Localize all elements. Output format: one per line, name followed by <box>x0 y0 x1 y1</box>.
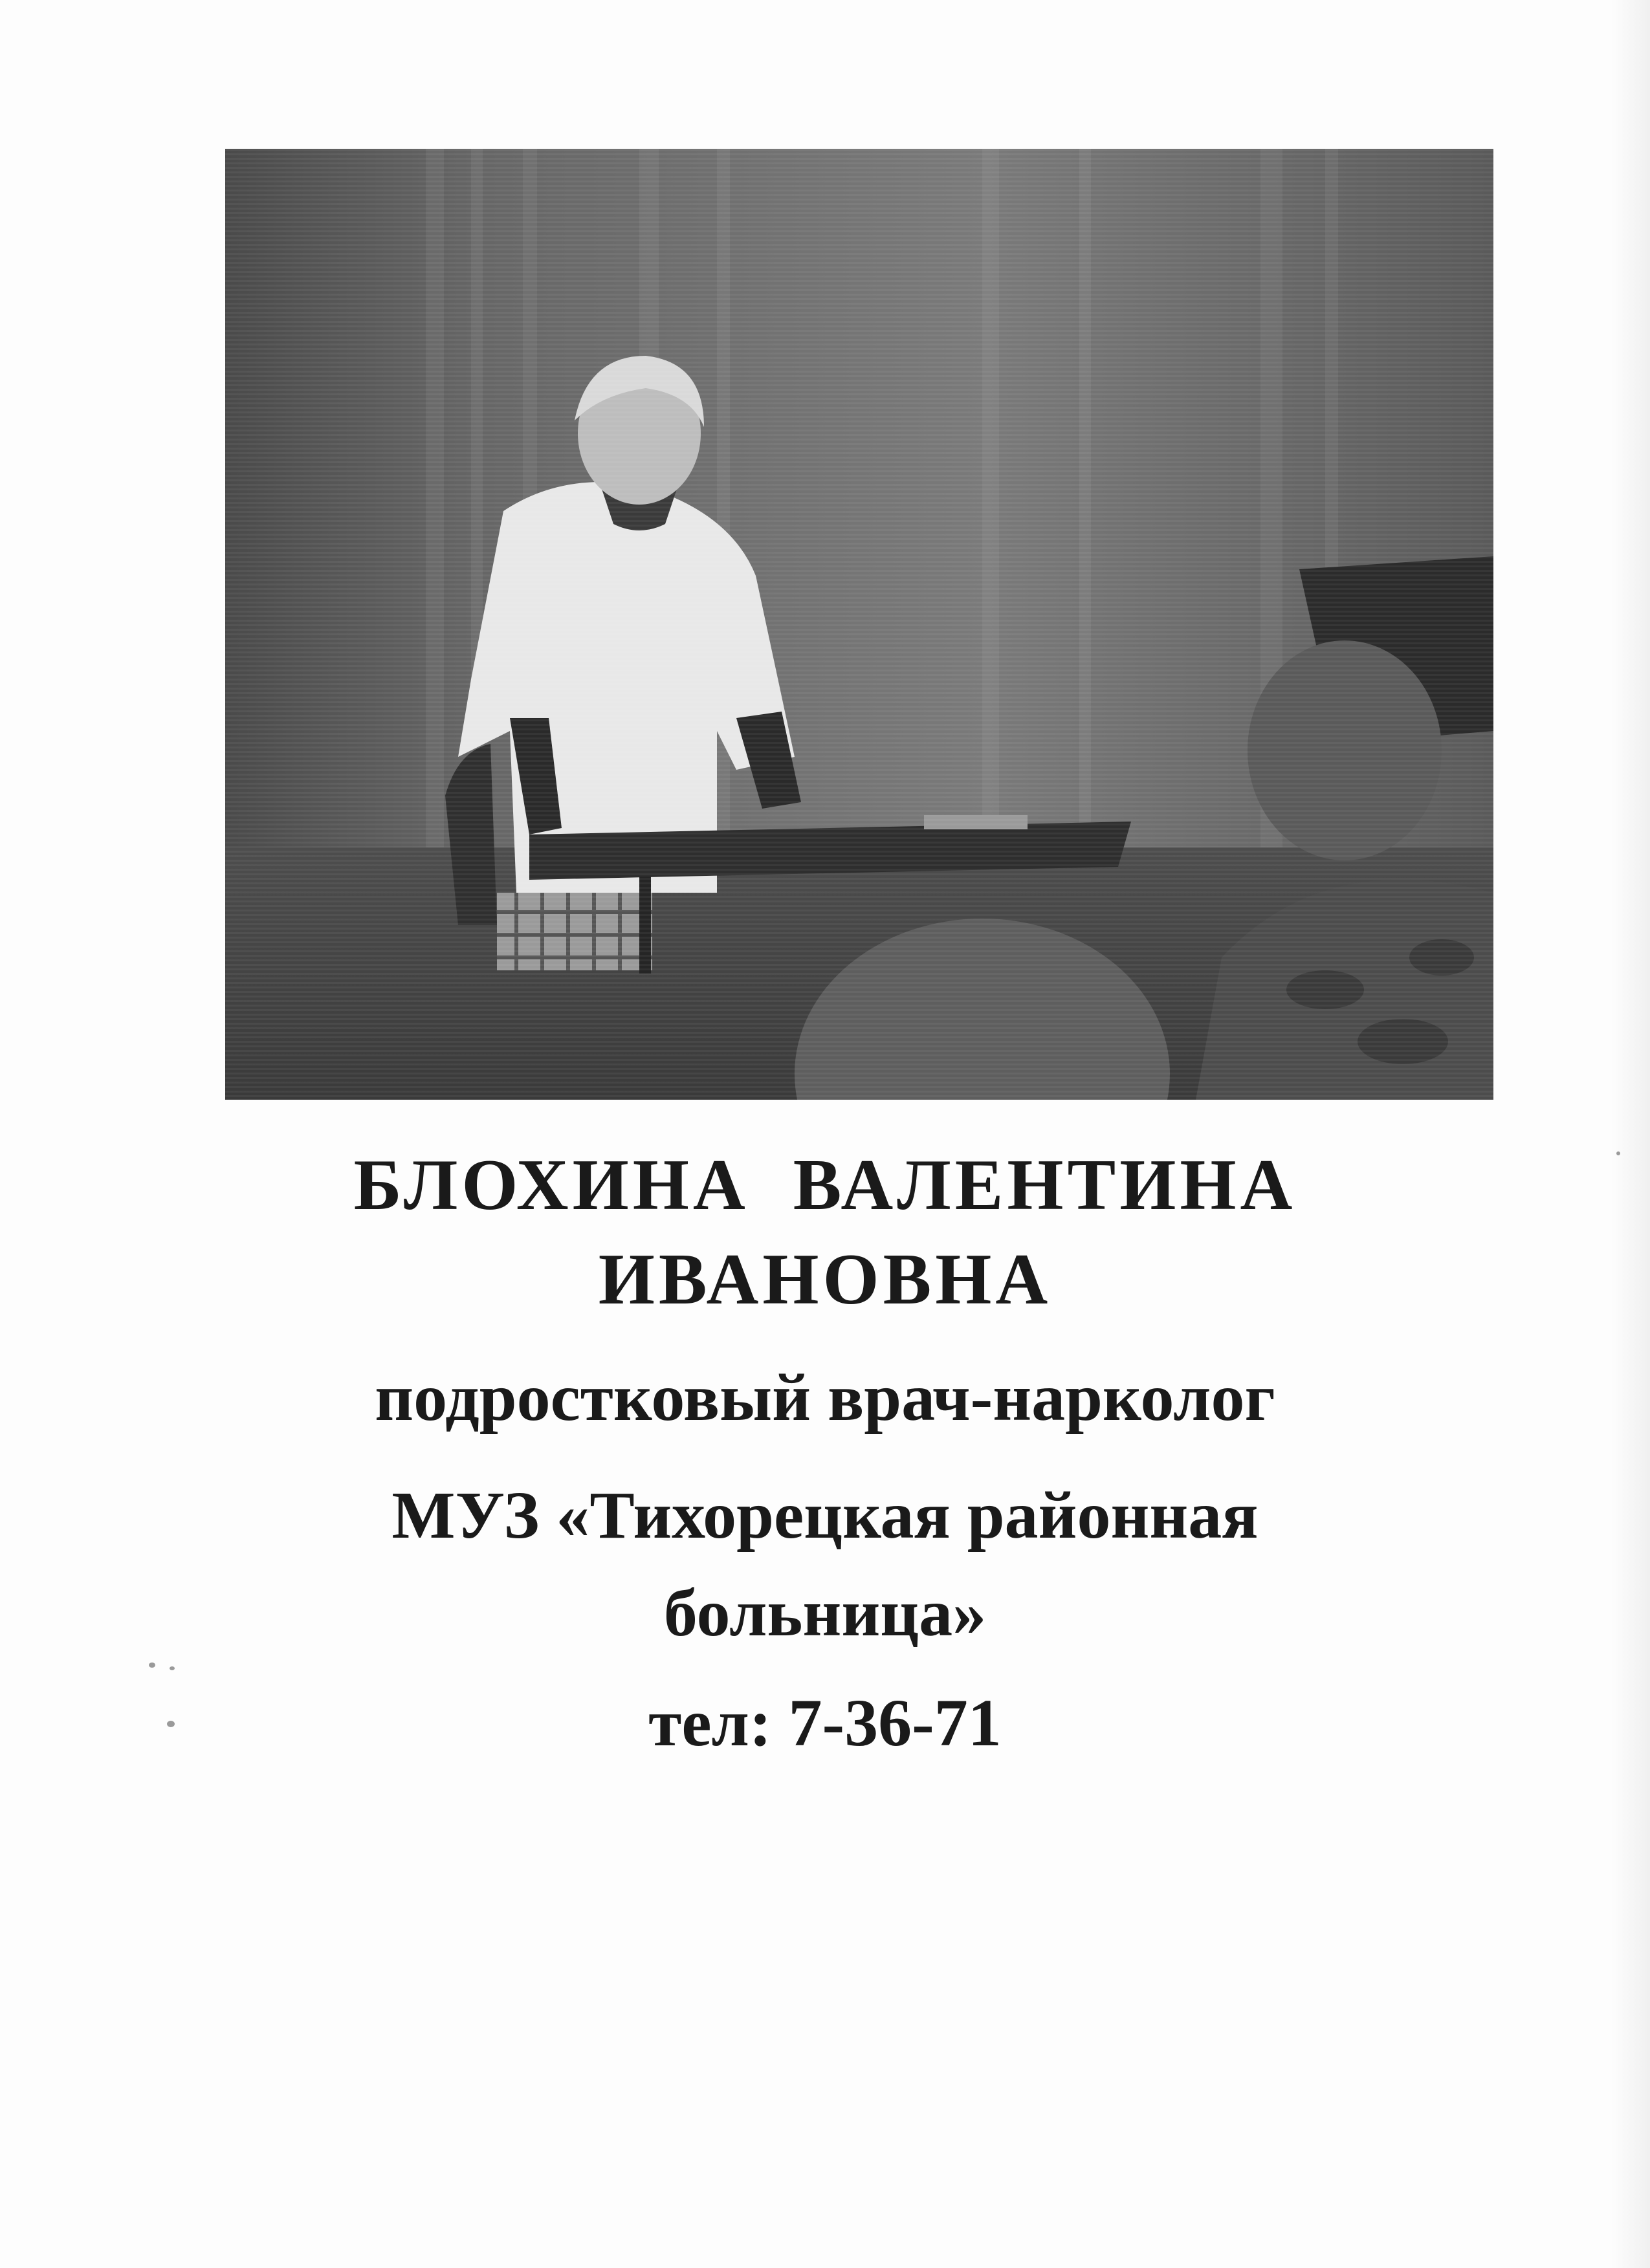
job-title: подростковый врач-нарколог <box>375 1360 1275 1435</box>
phone-number: тел: 7-36-71 <box>648 1685 1002 1760</box>
scan-speck <box>1616 1151 1620 1155</box>
organization-line-1: МУЗ «Тихорецкая районная <box>391 1478 1259 1553</box>
person-patronymic: ИВАНОВНА <box>598 1239 1052 1320</box>
scan-speck <box>149 1663 155 1668</box>
scan-speck <box>170 1666 175 1670</box>
photo-illustration <box>225 149 1493 1100</box>
caption <box>0 1139 1650 1761</box>
page-edge-shadow <box>1611 0 1650 2268</box>
organization-line-2: больница» <box>663 1576 987 1651</box>
photo <box>225 149 1493 1100</box>
person-name: БЛОХИНА ВАЛЕНТИНА <box>353 1145 1297 1225</box>
scan-speck <box>167 1721 175 1727</box>
